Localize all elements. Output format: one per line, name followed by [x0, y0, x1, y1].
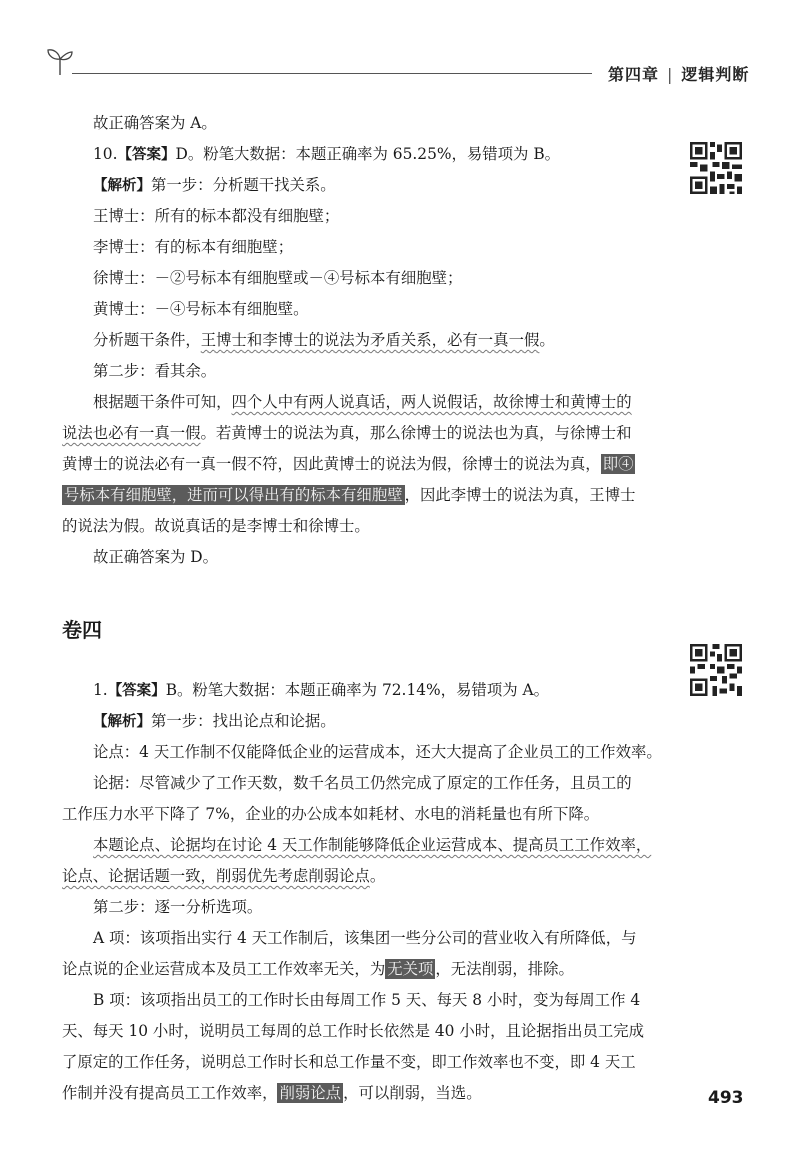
highlighted-text: 即④ [602, 455, 634, 473]
text-line [62, 449, 668, 480]
text-line: 工作压力水平下降了 7%，企业的办公成本如耗材、水电的消耗量也有所下降。 [62, 805, 600, 823]
analysis-text: 第一步：分析题干找关系。 [151, 176, 336, 194]
text-segment: 作制并没有提高员工工作效率， [62, 1084, 278, 1102]
answer-block-10 [62, 108, 668, 573]
text-line: 第二步：逐一分析选项。 [93, 898, 263, 916]
highlighted-text: 号标本有细胞壁，进而可以得出有的标本有细胞壁 [64, 486, 403, 504]
text-line [62, 325, 668, 356]
text-segment: 。 [369, 867, 386, 885]
question-number: 10. [93, 145, 118, 163]
text-line [62, 387, 668, 418]
answer-text: D。粉笔大数据：本题正确率为 65.25%，易错项为 B。 [175, 145, 561, 163]
qr-code-icon [690, 142, 742, 194]
answer-tag: 【答案】 [117, 147, 176, 163]
chapter-title: 逻辑判断 [681, 65, 750, 84]
text-line [62, 480, 668, 511]
text-segment: 分析题干条件， [93, 331, 201, 349]
highlighted-text: 削弱论点 [279, 1084, 342, 1102]
page-body [62, 108, 668, 1109]
wavy-underlined-text: 说法也必有一真一假 [62, 424, 201, 442]
text-line [62, 1078, 668, 1109]
text-line [62, 830, 668, 861]
text-line: 论据：尽管减少了工作天数，数千名员工仍然完成了原定的工作任务，且员工的 [93, 774, 632, 792]
header-rule [72, 73, 592, 74]
text-line: 故正确答案为 A。 [93, 114, 217, 132]
section-title: 卷四 [62, 618, 102, 642]
text-segment: 。 [539, 331, 555, 349]
page-header [0, 0, 800, 100]
text-segment: 论点说的企业运营成本及员工工作效率无关，为 [62, 960, 386, 978]
text-line: 徐博士：－②号标本有细胞壁或－④号标本有细胞壁； [93, 269, 463, 287]
text-line [62, 418, 668, 449]
text-line: 了原定的工作任务，说明总工作时长和总工作量不变，即工作效率也不变，即 4 天工 [62, 1053, 636, 1071]
analysis-text: 第一步：找出论点和论据。 [151, 712, 336, 730]
text-segment: 。若黄博士的说法为真，那么徐博士的说法也为真，与徐博士和 [200, 424, 632, 442]
answer-block-1 [62, 675, 668, 1109]
question-number: 1. [93, 681, 108, 699]
answer-text: B。粉笔大数据：本题正确率为 72.14%，易错项为 A。 [165, 681, 550, 699]
analysis-line [62, 706, 668, 737]
text-segment: 黄博士的说法必有一真一假不符，因此黄博士的说法为假，徐博士的说法为真， [62, 455, 601, 473]
analysis-tag: 【解析】 [93, 178, 151, 194]
highlighted-text: 无关项 [387, 960, 434, 978]
chapter-separator: | [667, 65, 674, 84]
text-line: 论点：4 天工作制不仅能降低企业的运营成本，还大大提高了企业员工的工作效率。 [93, 743, 662, 761]
text-segment: ，无法削弱，排除。 [435, 960, 574, 978]
text-line: 王博士：所有的标本都没有细胞壁； [93, 207, 340, 225]
text-line: B 项：该项指出员工的工作时长由每周工作 5 天、每天 8 小时，变为每周工作 4 [93, 991, 641, 1009]
text-line: 的说法为假。故说真话的是李博士和徐博士。 [62, 517, 370, 535]
page-number: 493 [708, 1088, 744, 1108]
qr-code-icon [690, 644, 742, 696]
analysis-tag: 【解析】 [93, 714, 151, 730]
text-line: 黄博士：－④号标本有细胞壁。 [93, 300, 309, 318]
text-segment: ，可以削弱，当选。 [343, 1084, 482, 1102]
chapter-heading [608, 62, 749, 85]
analysis-line [62, 170, 668, 201]
text-line: 故正确答案为 D。 [93, 548, 218, 566]
chapter-number: 第四章 [608, 65, 660, 84]
text-line: 李博士：有的标本有细胞壁； [93, 238, 294, 256]
wavy-underlined-text: 王博士和李博士的说法为矛盾关系，必有一真一假 [200, 331, 540, 349]
text-line: 第二步：看其余。 [93, 362, 217, 380]
wavy-underlined-text: 本题论点、论据均在讨论 4 天工作制能够降低企业运营成本、提高员工工作效率， [93, 836, 652, 854]
answer-line [62, 139, 668, 170]
text-line [62, 954, 668, 985]
text-segment: 根据题干条件可知， [93, 393, 232, 411]
leaf-sprout-icon [46, 46, 74, 76]
answer-line [62, 675, 668, 706]
wavy-underlined-text: 四个人中有两人说真话，两人说假话，故徐博士和黄博士的 [231, 393, 632, 411]
answer-tag: 【答案】 [107, 683, 166, 699]
wavy-underlined-text: 论点、论据话题一致，削弱优先考虑削弱论点 [62, 867, 370, 885]
spacer [62, 661, 668, 675]
text-line: 天、每天 10 小时，说明员工每周的总工作时长依然是 40 小时，且论据指出员工完成 [62, 1022, 645, 1040]
text-line [62, 861, 668, 892]
text-line: A 项：该项指出实行 4 天工作制后，该集团一些分公司的营业收入有所降低，与 [93, 929, 637, 947]
text-segment: ，因此李博士的说法为真，王博士 [404, 486, 636, 504]
